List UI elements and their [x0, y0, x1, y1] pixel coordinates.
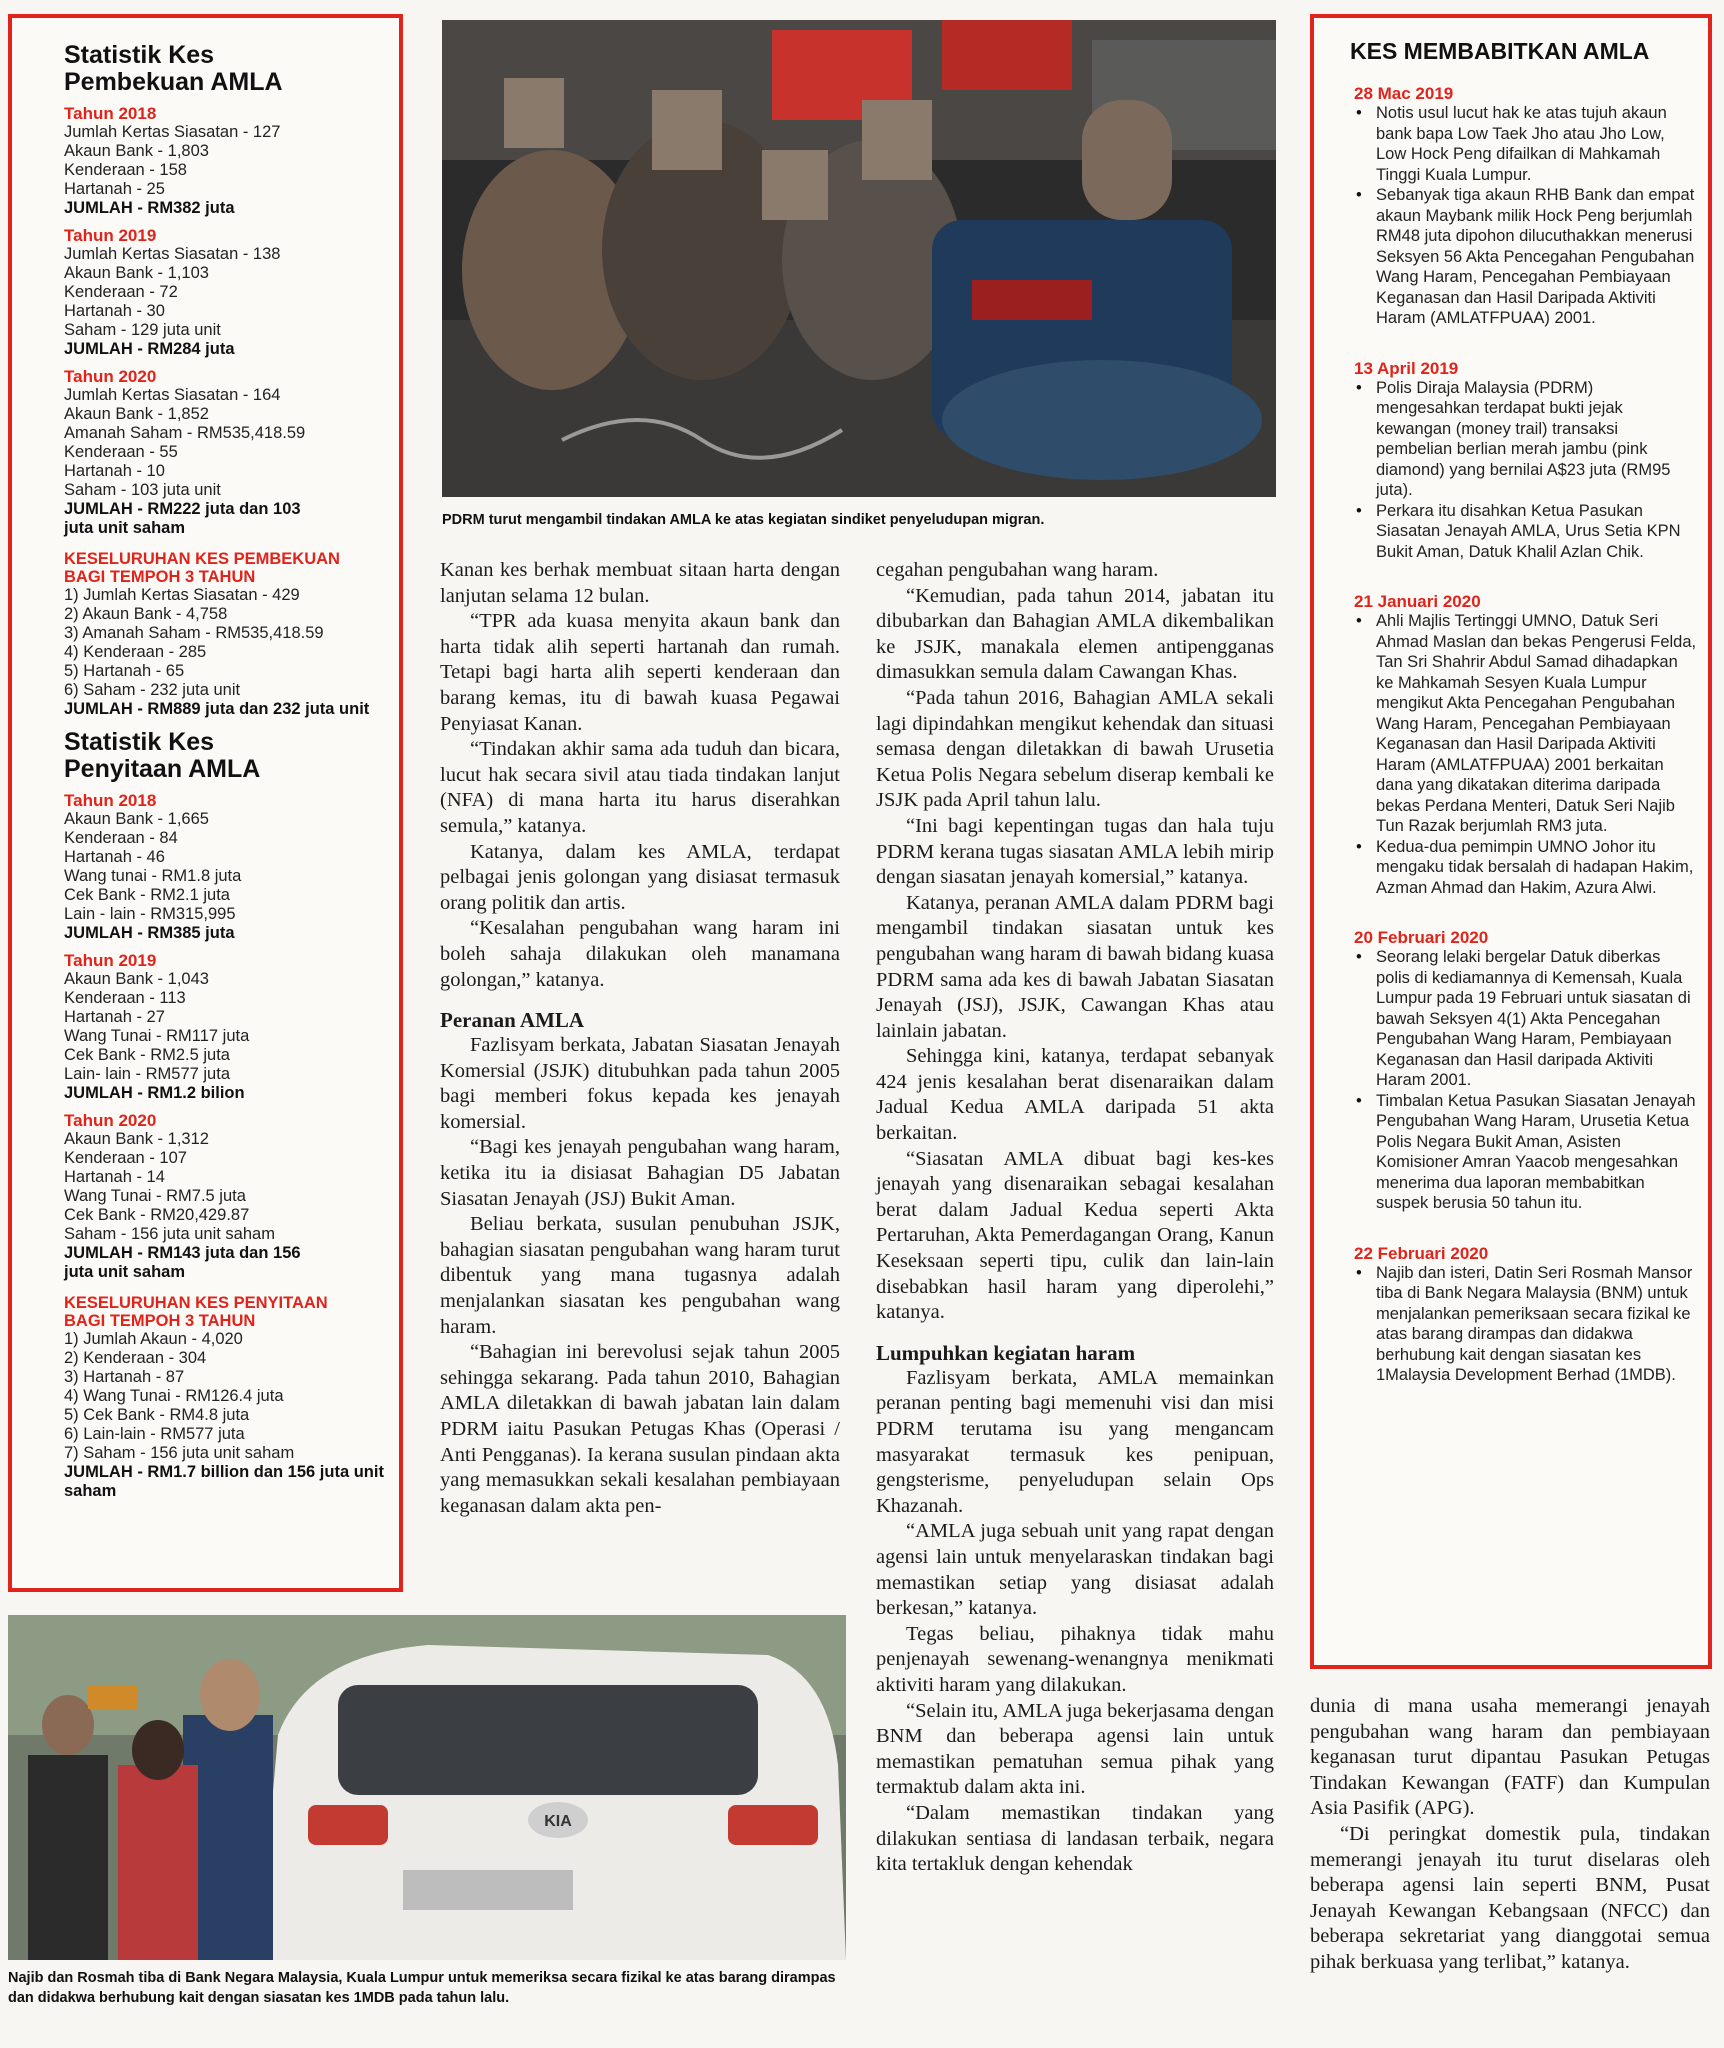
forfeit-overall-total: JUMLAH - RM1.7 billion dan 156 juta unit saham	[64, 1463, 384, 1500]
forfeit-stats-title: Statistik Kes Penyitaan AMLA	[64, 728, 261, 783]
forfeit-stat-line: Akaun Bank - 1,312	[64, 1130, 209, 1148]
article-paragraph: “Tindakan akhir sama ada tuduh dan bicara, lucut hak secara sivil atau tiada tindakan lanjut (NFA) di mana harta itu harus diserahkan semula,” katanya.	[440, 738, 840, 837]
article-paragraph: Fazlisyam berkata, AMLA memainkan peranan penting bagi memenuhi visi dan misi PDRM terutama isu yang mengancam masyarakat termasuk kes penipuan, gengsterisme, penyeludupan selain Ops Khazanah.	[876, 1366, 1274, 1517]
article-paragraph: “TPR ada kuasa menyita akaun bank dan harta tidak alih seperti hartanah dan rumah. Tetapi bagi harta alih seperti kenderaan dan barang kemas, itu di bawah kuasa Pegawai Penyiasat Kanan.	[440, 610, 840, 735]
case-date: 22 Februari 2020	[1354, 1243, 1489, 1263]
freeze-year-block	[64, 226, 387, 359]
forfeit-stat-line: Lain - lain - RM315,995	[64, 905, 236, 923]
freeze-stat-line: Akaun Bank - 1,803	[64, 142, 209, 160]
forfeit-year-label: Tahun 2020	[64, 1111, 157, 1130]
freeze-stat-line: Hartanah - 25	[64, 180, 165, 198]
forfeit-overall-line: 3) Hartanah - 87	[64, 1368, 185, 1386]
case-entry	[1354, 84, 1698, 329]
forfeit-year-block	[64, 1111, 387, 1282]
forfeit-stat-line: Wang Tunai - RM117 juta	[64, 1027, 250, 1045]
article-paragraph: “Ini bagi kepentingan tugas dan hala tuju PDRM kerana tugas siasatan AMLA lebih mirip dengan siasatan jenayah komersial,” katanya.	[876, 814, 1274, 889]
forfeit-year-label: Tahun 2019	[64, 951, 157, 970]
article-column-3	[1310, 1694, 1710, 1976]
forfeit-stat-line: Hartanah - 46	[64, 848, 165, 866]
forfeit-overall	[64, 1294, 387, 1501]
freeze-stat-line: Amanah Saham - RM535,418.59	[64, 424, 306, 442]
article-paragraph: “Siasatan AMLA dibuat bagi kes-kes jenayah yang disenaraikan sebagai kesalahan berat dalam Jadual Kedua seperti Akta Pertaruhan, Akta Pemerdagangan Orang, Kanun Keseksaan seperti tipu, culik dan lain-lain disebabkan hasil haram yang diperolehi,” katanya.	[876, 1147, 1274, 1324]
freeze-stat-line: Kenderaan - 55	[64, 443, 178, 461]
forfeit-year-block	[64, 791, 387, 943]
freeze-stat-line: Akaun Bank - 1,103	[64, 264, 209, 282]
freeze-year-label: Tahun 2019	[64, 226, 157, 245]
article-paragraph: cegahan pengubahan wang haram.	[876, 559, 1159, 581]
forfeit-overall-line: 1) Jumlah Akaun - 4,020	[64, 1330, 243, 1348]
article-paragraph: “Pada tahun 2016, Bahagian AMLA sekali lagi dipindahkan mengikut kehendak dan situasi semasa dengan diletakkan di bawah Urusetia Ketua Polis Negara sebelum diserap kembali ke JSJK pada April tahun lalu.	[876, 686, 1274, 812]
amla-cases-title: KES MEMBABITKAN AMLA	[1350, 38, 1650, 64]
freeze-overall-line: 4) Kenderaan - 285	[64, 643, 207, 661]
article-paragraph: Katanya, peranan AMLA dalam PDRM bagi mengambil tindakan siasatan untuk kes pengubahan wang haram di bawah bidang kuasa PDRM sama ada kes di bawah Jabatan Siasatan Jenayah (JSJ), JSJK, Cawangan Khas atau lainlain jabatan.	[876, 891, 1274, 1042]
freeze-year-total: JUMLAH - RM382 juta	[64, 199, 235, 217]
case-date: 13 April 2019	[1354, 358, 1459, 378]
freeze-stat-line: Jumlah Kertas Siasatan - 138	[64, 245, 281, 263]
forfeit-stat-line: Wang Tunai - RM7.5 juta	[64, 1187, 246, 1205]
article-paragraph: Fazlisyam berkata, Jabatan Siasatan Jenayah Komersial (JSJK) ditubuhkan pada tahun 2005 bagi memberi fokus kepada kes jenayah komersial.	[440, 1034, 840, 1133]
freeze-year-label: Tahun 2018	[64, 104, 157, 123]
stats-sidebar	[8, 14, 403, 1592]
freeze-stat-line: Kenderaan - 158	[64, 161, 187, 179]
freeze-stat-line: Akaun Bank - 1,852	[64, 405, 209, 423]
freeze-stat-line: Saham - 129 juta unit	[64, 321, 221, 339]
article-paragraph: Sehingga kini, katanya, terdapat sebanyak 424 jenis kesalahan berat disenaraikan dalam Jadual Kedua AMLA daripada 51 akta berkaitan.	[876, 1045, 1274, 1145]
migrant-photo-illustration	[442, 20, 1276, 497]
case-item: • Ahli Majlis Tertinggi UMNO, Datuk Seri Ahmad Maslan dan bekas Pengerusi Felda, Tan Sri Shahrir Abdul Samad dihadapkan ke Mahkamah Sesyen Kuala Lumpur mengikut Akta Pencegahan Pengubahan Wang Haram, Pencegahan Pembiayaan Keganasan dan Hasil Daripada Aktiviti Haram (AMLATFPUAA) 2001 berkaitan dana yang dikatakan diterima daripada bekas Perdana Menteri, Datuk Seri Najib Tun Razak berjumlah RM3 juta.	[1376, 611, 1698, 837]
freeze-year-block	[64, 104, 387, 218]
freeze-overall-line: 3) Amanah Saham - RM535,418.59	[64, 624, 324, 642]
forfeit-overall-line: 5) Cek Bank - RM4.8 juta	[64, 1406, 250, 1424]
forfeit-overall-line: 4) Wang Tunai - RM126.4 juta	[64, 1387, 284, 1405]
case-item: • Perkara itu disahkan Ketua Pasukan Siasatan Jenayah AMLA, Urus Setia KPN Bukit Aman, Datuk Khalil Azlan Chik.	[1376, 501, 1698, 563]
case-date: 21 Januari 2020	[1354, 592, 1481, 611]
case-item: • Kedua-dua pemimpin UMNO Johor itu mengaku tidak bersalah di hadapan Hakim, Azman Ahmad dan Hakim, Azura Alwi.	[1376, 837, 1698, 899]
forfeit-stat-line: Kenderaan - 107	[64, 1149, 187, 1167]
article-paragraph: “Kesalahan pengubahan wang haram ini boleh sahaja dilakukan oleh manamana golongan,” katanya.	[440, 917, 840, 991]
freeze-year-total: JUMLAH - RM222 juta dan 103 juta unit saham	[64, 500, 301, 537]
freeze-overall-heading: KESELURUHAN KES PEMBEKUAN BAGI TEMPOH 3 TAHUN	[64, 550, 340, 586]
forfeit-year-total: JUMLAH - RM1.2 bilion	[64, 1084, 245, 1102]
forfeit-stat-line: Hartanah - 27	[64, 1008, 165, 1026]
car-brand-emblem: KIA	[544, 1813, 572, 1830]
article-paragraph: “Bahagian ini berevolusi sejak tahun 2005 sehingga sekarang. Pada tahun 2010, Bahagian AMLA diletakkan di bawah jabatan lain dalam PDRM iaitu Pasukan Petugas Khas (Operasi / Anti Pengganas). Ia kerana susulan pindaan akta yang memasukkan sekali kesalahan pembiayaan keganasan dalam akta pen-	[440, 1341, 840, 1517]
bottom-photo-caption: Najib dan Rosmah tiba di Bank Negara Malaysia, Kuala Lumpur untuk memeriksa secara fizikal ke atas barang dirampas dan didakwa berhubung kait dengan siasatan kes 1MDB pada tahun lalu.	[8, 1970, 836, 2006]
article-column-2	[876, 558, 1274, 1878]
freeze-stat-line: Hartanah - 30	[64, 302, 165, 320]
case-entry	[1354, 1244, 1698, 1386]
freeze-overall-line: 5) Hartanah - 65	[64, 662, 185, 680]
forfeit-stat-line: Hartanah - 14	[64, 1168, 165, 1186]
case-entry	[1354, 928, 1698, 1214]
freeze-year-label: Tahun 2020	[64, 367, 157, 386]
freeze-overall-line: 1) Jumlah Kertas Siasatan - 429	[64, 586, 300, 604]
article-paragraph: “AMLA juga sebuah unit yang rapat dengan agensi lain untuk menyelaraskan tindakan bagi memastikan setiap yang disiasat adalah berkesan,” katanya.	[876, 1520, 1274, 1620]
freeze-stats-title: Statistik Kes Pembekuan AMLA	[64, 41, 283, 96]
forfeit-overall-line: 6) Lain-lain - RM577 juta	[64, 1425, 245, 1443]
article-paragraph: dunia di mana usaha memerangi jenayah pengubahan wang haram dan pembiayaan keganasan turut dipantau Pasukan Petugas Tindakan Kewangan (FATF) dan Kumpulan Asia Pasifik (APG).	[1310, 1695, 1710, 1820]
forfeit-overall-line: 2) Kenderaan - 304	[64, 1349, 207, 1367]
article-paragraph: “Dalam memastikan tindakan yang dilakukan sentiasa di landasan terbaik, negara kita tertakluk dengan kehendak	[876, 1801, 1274, 1876]
subheading-lumpuhkan: Lumpuhkan kegiatan haram	[876, 1340, 1136, 1365]
forfeit-stat-line: Cek Bank - RM2.5 juta	[64, 1046, 230, 1064]
forfeit-stat-line: Lain- lain - RM577 juta	[64, 1065, 230, 1083]
forfeit-year-total: JUMLAH - RM385 juta	[64, 924, 235, 942]
article-paragraph: “Selain itu, AMLA juga bekerjasama dengan BNM dan beberapa agensi lain untuk memastikan pematuhan semua pihak yang termaktub dalam akta ini.	[876, 1699, 1274, 1799]
top-photo-caption: PDRM turut mengambil tindakan AMLA ke atas kegiatan sindiket penyeludupan migran.	[442, 512, 1045, 528]
freeze-overall-line: 6) Saham - 232 juta unit	[64, 681, 241, 699]
article-paragraph: Tegas beliau, pihaknya tidak mahu penjenayah sewenang-wenangnya menikmati aktiviti haram yang dilakukan.	[876, 1622, 1274, 1696]
article-paragraph: Kanan kes berhak membuat sitaan harta dengan lanjutan selama 12 bulan.	[440, 559, 840, 607]
subheading-peranan: Peranan AMLA	[440, 1008, 585, 1033]
case-date: 28 Mac 2019	[1354, 84, 1454, 103]
article-paragraph: “Di peringkat domestik pula, tindakan memerangi jenayah itu turut diselaras oleh beberapa agensi lain seperti BNM, Pusat Jenayah Kewangan Kebangsaan (NFCC) dan beberapa sekretariat yang dianggotai semua pihak berkuasa yang terlibat,” katanya.	[1310, 1822, 1710, 1973]
forfeit-year-label: Tahun 2018	[64, 791, 157, 810]
forfeit-stat-line: Cek Bank - RM2.1 juta	[64, 886, 230, 904]
amla-cases-sidebar	[1310, 14, 1712, 1669]
article-paragraph: Katanya, dalam kes AMLA, terdapat pelbagai jenis golongan yang disiasat termasuk orang politik dan artis.	[440, 840, 840, 914]
freeze-year-total: JUMLAH - RM284 juta	[64, 340, 235, 358]
freeze-stat-line: Saham - 103 juta unit	[64, 481, 221, 499]
forfeit-overall-line: 7) Saham - 156 juta unit saham	[64, 1444, 295, 1462]
forfeit-stat-line: Kenderaan - 84	[64, 829, 178, 847]
najib-rosmah-photo	[8, 1615, 846, 1960]
case-item: • Timbalan Ketua Pasukan Siasatan Jenayah Pengubahan Wang Haram, Urusetia Ketua Polis Negara Bukit Aman, Asisten Komisioner Amran Yaacob mengesahkan menerima dua laporan membabitkan suspek berusia 50 tahun itu.	[1376, 1091, 1698, 1214]
freeze-stat-line: Jumlah Kertas Siasatan - 164	[64, 386, 281, 404]
article-paragraph: Beliau berkata, susulan penubuhan JSJK, bahagian siasatan pengubahan wang haram turut dibentuk yang mana tugasnya adalah menjalankan siasatan kes pengubahan wang haram.	[440, 1213, 840, 1338]
forfeit-stat-line: Akaun Bank - 1,043	[64, 970, 209, 988]
article-column-1	[440, 558, 840, 1519]
case-item: • Najib dan isteri, Datin Seri Rosmah Mansor tiba di Bank Negara Malaysia (BNM) untuk menjalankan pemeriksaan secara fizikal ke atas barang dirampas dan didakwa berhubung kait dengan siasatan kes 1Malaysia Development Berhad (1MDB).	[1376, 1263, 1698, 1386]
case-entry	[1354, 359, 1698, 563]
freeze-overall	[64, 550, 387, 719]
freeze-stat-line: Kenderaan - 72	[64, 283, 178, 301]
freeze-overall-line: 2) Akaun Bank - 4,758	[64, 605, 228, 623]
case-item: • Seorang lelaki bergelar Datuk diberkas polis di kediamannya di Kemensah, Kuala Lumpur pada 19 Februari untuk siasatan di bawah Seksyen 4(1) Akta Pencegahan Pengubahan Wang Haram, Pembiayaan Keganasan dan Hasil daripada Aktiviti Haram 2001.	[1376, 947, 1698, 1091]
case-item: • Polis Diraja Malaysia (PDRM) mengesahkan terdapat bukti jejak kewangan (money trail) transaksi pembelian berlian merah jambu (pink diamond) yang bernilai A$23 juta (RM95 juta).	[1376, 378, 1698, 501]
case-entry	[1354, 592, 1698, 898]
case-date: 20 Februari 2020	[1354, 928, 1489, 947]
freeze-stat-line: Hartanah - 10	[64, 462, 165, 480]
case-item: • Notis usul lucut hak ke atas tujuh akaun bank bapa Low Taek Jho atau Jho Low, Low Hock Peng difailkan di Mahkamah Tinggi Kuala Lumpur.	[1376, 103, 1698, 185]
case-item: • Sebanyak tiga akaun RHB Bank dan empat akaun Maybank milik Hock Peng berjumlah RM48 juta dipohon dilucuthakkan menerusi Seksyen 56 Akta Pencegahan Pengubahan Wang Haram, Pencegahan Pembiayaan Keganasan dan Hasil Daripada Aktiviti Haram (AMLATFPUAA) 2001.	[1376, 185, 1698, 329]
freeze-overall-total: JUMLAH - RM889 juta dan 232 juta unit	[64, 700, 370, 718]
forfeit-stat-line: Cek Bank - RM20,429.87	[64, 1206, 250, 1224]
freeze-year-block	[64, 367, 387, 538]
article-paragraph: “Bagi kes jenayah pengubahan wang haram, ketika itu ia disiasat Bahagian D5 Jabatan Siasatan Jenayah (JSJ) Bukit Aman.	[440, 1136, 840, 1210]
forfeit-stat-line: Wang tunai - RM1.8 juta	[64, 867, 242, 885]
forfeit-stat-line: Akaun Bank - 1,665	[64, 810, 209, 828]
forfeit-year-total: JUMLAH - RM143 juta dan 156 juta unit saham	[64, 1244, 301, 1281]
forfeit-year-block	[64, 951, 387, 1103]
forfeit-stat-line: Saham - 156 juta unit saham	[64, 1225, 275, 1243]
freeze-stat-line: Jumlah Kertas Siasatan - 127	[64, 123, 281, 141]
article-paragraph: “Kemudian, pada tahun 2014, jabatan itu dibubarkan dan Bahagian AMLA dikembalikan ke JSJK, manakala elemen antipengganas dimasukkan semula dalam Cawangan Khas.	[876, 584, 1274, 684]
migrant-syndicate-photo	[442, 20, 1276, 497]
bnm-arrival-illustration	[8, 1615, 846, 1960]
forfeit-overall-heading: KESELURUHAN KES PENYITAAN BAGI TEMPOH 3 TAHUN	[64, 1294, 328, 1330]
forfeit-stat-line: Kenderaan - 113	[64, 989, 186, 1007]
